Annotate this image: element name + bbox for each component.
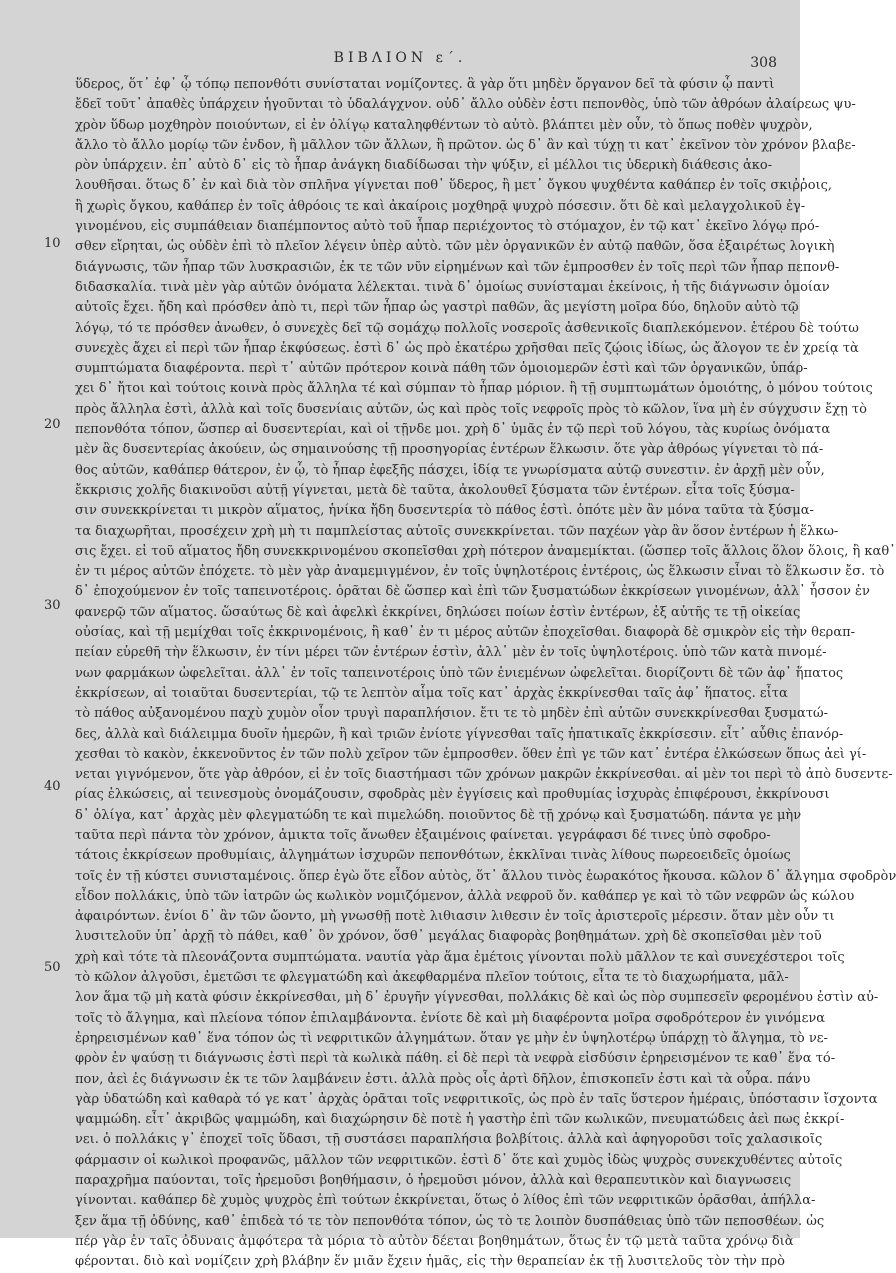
text-line: ξεν ἅμα τῇ ὀδύνης, καθ᾽ ἐπιδεὰ τό τε τὸν πεπονθότα τόπον, ὡς τὸ τε λοιπὸν δυσπάθειας ὑπὸ τῶν πεποσθέων. ὡς <box>75 1213 825 1229</box>
text-line: παραχρῆμα παύονται, τοῖς ἠρεμοῦσι βοηθήμασιν, ὁ ἠρεμοῦσι μόνον, ἀλλὰ καὶ θεραπευτικὸν καὶ διαγνωσεις <box>75 1173 792 1189</box>
text-line: δες, ἀλλὰ καὶ διάλειμμα δυοῖν ἡμερῶν, ἢ καὶ τριῶν ἐνίοτε γίγνεσθαι ταῖς ἡπατικαῖς ἐκκρίσεσιν. εἶτ᾽ αὖθις ἐπανόρ- <box>75 726 844 742</box>
text-line: ἐρηρεισμένων καθ᾽ ἕνα τόπον ὡς τὶ νεφριτικῶν ἀλγημάτων. ὅταν γε μὴν ἐν ὑψηλοτέρῳ ὑπάρχῃ τὸ ἄλγημα, τὸ νε- <box>75 1030 828 1046</box>
text-line: μὲν ἃς δυσεντερίας ἀκούειν, ὡς σημαινούσης τῇ προσηγορίας ἐντέρων ἕλκωσιν. ὅτε γὰρ ἀθρόως γίγνεται τὸ πά- <box>75 442 824 458</box>
text-line: εἶδον πολλάκις, ὑπὸ τῶν ἰατρῶν ὡς κωλικὸν νομιζόμενον, ἀλλὰ νεφροῦ ὄν. καθάπερ γε καὶ τὸ τῶν νεφρῶν ὡς κώλου <box>75 888 855 904</box>
text-line: ἀφαιρόντων. ἐνίοι δ᾽ ἂν τῶν ὤοντο, μὴ γνωσθῇ ποτὲ λιθιασιν λιθεσιν ἐν τοῖς ἀριστεροῖς μέρεσιν. ὅταν μὲν οὖν τι <box>75 909 835 925</box>
margin-line-number: 50 <box>44 960 61 975</box>
text-line: χρὸν ὕδωρ μοχθηρὸν ποιούντων, εἰ ἐν ὀλίγῳ καταληφθέντων τὸ αὐτὸ. βλάπτει μὲν οὖν, τὸ ὅπως ποθὲν ψυχρὸν, <box>75 117 813 133</box>
text-line: ρίας ἑλκώσεις, αἱ τεινεσμοὺς ὀνομάζουσιν, σφοδρὰς μὲν ἐγγίσεις καὶ προθυμίας ἰσχυρὰς ἐπιφέρουσι, ἐκκρίνουσι <box>75 787 830 803</box>
text-line: πέρ γὰρ ἐν ταῖς ὀδυναις ἀμφότερα τὰ μόρια τὸ αὐτὸν δέεται βοηθημάτων, ὅτως ἐν τῷ μετὰ ταῦτα χρόνῳ διὰ <box>75 1233 794 1249</box>
text-line: τὸ κῶλον ἀλγοῦσι, ἐμετῶσι τε φλεγματώδη καὶ ἀκεφθαρμένα πλεῖον τούτοις, εἶτα τε τὸ διαχωρήματα, μᾶλ- <box>75 970 789 986</box>
margin-line-number: 20 <box>44 417 61 432</box>
text-line: ταῦτα περὶ πάντα τὸν χρόνον, ἀμικτα τοῖς ἄνωθεν ἐξαιμένοις φαίνεται. γεγράφασι δέ τινες ὑπὸ σφοδρο- <box>75 827 771 843</box>
margin-line-number: 30 <box>44 598 61 613</box>
page-title: ΒΙΒΛΙΟΝ ε΄. <box>333 50 467 66</box>
text-line: τοῖς ἐν τῇ κύστει συνισταμένοις. ὅπερ ἐγὼ ὅτε εἶδον αὐτὸς, ὅτ᾽ ἄλλου τινὸς ἑωρακότος ἤκουσα. κῶλον δ᾽ ἄλγημα σφοδρὸν <box>75 868 896 884</box>
text-line: πείαν εὑρεθῆ τὴν ἕλκωσιν, ἐν τίνι μέρει τῶν ἐντέρων ἐστὶν, ἀλλ᾽ μὲν ἐν τοῖς ὑψηλοτέροις. ὑπὸ τῶν κατὰ πινομέ- <box>75 645 827 661</box>
text-line: δ᾽ ἐποχούμενον ἐν τοῖς ταπεινοτέροις. ὁρᾶται δὲ ὥσπερ καὶ ἐπὶ τῶν ξυσματώδων ἐκκρίσεων γινομένων, ἀλλ᾽ ἦσσον ἐν <box>75 584 870 600</box>
text-line: ἄλλο τὸ ἄλλο μορίῳ τῶν ἐνδον, ἢ μᾶλλον τῶν ἄλλων, ἢ πρῶτον. ὡς δ᾽ ἂν καὶ τύχῃ τι κατ᾽ ἐκεῖνον τὸν χρόνον βλαβε- <box>75 137 856 153</box>
text-line: γινομένου, εἰς συμπάθειαν διαπέμποντος αὐτὸ τοῦ ἧπαρ περιέχοντος τὸ στόμαχον, ἐν τῷ κατ᾽ ἐκεῖνο λόγῳ πρό- <box>75 219 820 235</box>
text-line: χρὴ καὶ τότε τὰ πλεονάζοντα συμπτώματα. ναυτία γὰρ ἅμα ἐμέτοις γίνονται πολὺ μᾶλλον τε καὶ συνεχέστεροι τοῖς <box>75 949 845 965</box>
text-line: λυσιτελοῦν ὑπ᾽ ἀρχῇ τὸ πάθει, καθ᾽ ὃν χρόνον, ὅσθ᾽ μεγάλας διαφορὰς βοηθημάτων. χρὴ δὲ σκοπεῖσθαι μὲν τοῦ <box>75 929 822 945</box>
text-line: δ᾽ ὀλίγα, κατ᾽ ἀρχὰς μὲν φλεγματώδη τε καὶ πιμελώδη. ποιοῦντος δὲ τῇ χρόνῳ καὶ ξυσματώδη. πάντα γε μὴν <box>75 807 802 823</box>
text-line: ἔκκρισις χολῆς διακινοῦσι αὐτῇ γίγνεται, μετὰ δὲ ταῦτα, ἀκολουθεῖ ξύσματα τῶν ἐντέρων. εἶτα τοῖς ξύσμα- <box>75 482 795 498</box>
text-line: ἢ χωρὶς ὄγκου, καθάπερ ἐν τοῖς ἀθρόοις τε καὶ ἀκαίροις μοχθηρᾷ ψυχρὸ πόσεσιν. ὅτι δὲ καὶ μελαγχολικοῦ ἐγ- <box>75 198 806 214</box>
page-number: 308 <box>750 55 777 71</box>
text-line: φάρμασιν οἱ κωλικοὶ προφανῶς, μᾶλλον τῶν νεφριτικῶν. ἐστὶ δ᾽ ὅτε καὶ χυμὸς ἰδὼς ψυχρὸς συνεκχυθέντες αὐτοῖς <box>75 1152 843 1168</box>
text-line: ἐν τι μέρος αὐτῶν ἐπόχετε. τὸ μὲν γὰρ ἀναμεμιγμένον, ἐν τοῖς ὑψηλοτέροις ἐντέροις, ὡς ἕλκωσιν εἶναι τὸ ἕλκωσιν ἔσ. τὸ <box>75 564 885 580</box>
body-text <box>75 75 896 1273</box>
text-line: τὸ πάθος αὐξανομένου παχὺ χυμὸν οἷον τρυγὶ παραπλήσιον. ἔτι τε τὸ μηδὲν ἐπὶ αὐτῶν συνεκκρίνεσθαι ξυσματώ- <box>75 706 829 722</box>
text-line: φανερῷ τῶν αἵματος. ὥσαύτως δὲ καὶ ἀφελκὶ ἐκκρίνει, δηλώσει ποίων ἐστὶν ἐντέρων, ἐξ αὐτῆς τε τῇ οἰκείας <box>75 604 801 620</box>
text-line: συνεχὲς ἄχει εἰ περὶ τῶν ἧπαρ ἐκφύσεως. ἐστὶ δ᾽ ὡς πρὸ ἑκατέρω χρῆσθαι πεῖς ζῴοις ἰδίως, ὡς ἄλογον τε ἐν χρείᾳ τὰ <box>75 340 859 356</box>
text-line: ἐκκρίσεων, αἱ τοιαῦται δυσεντερίαι, τῷ τε λεπτὸν αἷμα τοῖς κατ᾽ ἀρχὰς ἐκκρίνεσθαι ταῖς ἀφ᾽ ἥπατος. εἶτα <box>75 685 788 701</box>
text-line: λον ἅμα τῷ μὴ κατὰ φύσιν ἐκκρίνεσθαι, μὴ δ᾽ ἐρυγῆν γίγνεσθαι, πολλάκις δὲ καὶ ὡς πὸρ συμπεσεῖν φερομένου ἐστὶν αὐ- <box>75 990 879 1006</box>
text-line: τα διαχωρῆται, προσέχειν χρὴ μὴ τι παμπλείστας αὐτοῖς συνεκκρίνεται. τῶν παχέων γὰρ ἂν ὅσον ἐντέρων ἡ ἕλκω- <box>75 523 839 539</box>
text-line: αὐτοῖς ἔχει. ἤδη καὶ πρόσθεν ἀπὸ τι, περὶ τῶν ἧπαρ ὡς γαστρὶ παθῶν, ἃς μεγίστη μοῖρα δύο, δηλοῦν αὐτὸ τῷ <box>75 300 799 316</box>
text-line: φρὸν ἐν ψαύσῃ τι διάγνωσις ἐστὶ περὶ τὰ κωλικὰ πάθη. εἰ δὲ περὶ τὰ νεφρὰ εἰσδύσιν ἐρηρεισμένον τε καθ᾽ ἕνα τό- <box>75 1051 836 1067</box>
text-line: ψαμμώδη. εἶτ᾽ ἀκριβῶς ψαμμώδη, καὶ διαχώρησιν δὲ ποτὲ ἡ γαστὴρ ἐπὶ τῶν κωλικῶν, πνευματώδεις ἀεὶ πως ἐκκρί- <box>75 1112 845 1128</box>
text-line: σις ἔχει. εἰ τοῦ αἵματος ἤδη συνεκκρινομένου σκοπεῖσθαι χρὴ πότερον ἀναμεμίκται. (ὥσπερ τοῖς ἄλλοις ὅλον ὅλοις, ἢ καθ᾽ <box>75 543 896 559</box>
text-line: ἔδεῖ τοῦτ᾽ ἀπαθὲς ὑπάρχειν ἡγοῦνται τὸ ὑδαλάγχνον. οὐδ᾽ ἄλλο οὐδὲν ἐστι πεπονθὸς, ὑπὸ τῶν ἀθρόων ἀλαίρεως ψυ- <box>75 97 856 113</box>
text-line: οὐσίας, καὶ τῇ μεμίχθαι τοῖς ἐκκρινομένοις, ἢ καθ᾽ ἐν τι μέρος αὐτῶν ἐποχεῖσθαι. διαφορὰ δὲ σμικρὸν εἰς τὴν θεραπ- <box>75 625 856 641</box>
text-line: σιν συνεκκρίνεται τι μικρὸν αἵματος, ἡνίκα ἤδη δυσεντερία τὸ πάθος ἐστὶ. ὁπότε μὲν ἂν μόνα ταῦτα τὰ ξύσμα- <box>75 503 814 519</box>
text-line: νει. ὁ πολλάκις γ᾽ ἐποχεῖ τοῖς ὕδασι, τῇ συστάσει παραπλήσια βολβίτοις. ἀλλὰ καὶ ἀφηγοροῦσι τοῖς χαλασικοῖς <box>75 1132 823 1148</box>
text-line: χεσθαι τὸ κακὸν, ἐκκενοῦντος ἐν τῶν πολὺ χεῖρον τῶν ἐμπροσθεν. ὅθεν ἐπὶ γε τῶν κατ᾽ ἐντέρα ἑλκώσεων ὅπως ἀεὶ γί- <box>75 746 867 762</box>
text-line: λουθῆσαι. ὅτως δ᾽ ἐν καὶ διὰ τὸν σπλῆνα γίγνεται ποθ᾽ ὕδερος, ἢ μετ᾽ ὄγκου ψυχθέντα καθάπερ ἐν τοῖς σκιῤῥοις, <box>75 178 833 194</box>
text-line: ὕδερος, ὅτ᾽ ἐφ᾽ ᾧ τόπῳ πεπονθότι συνίσταται νομίζοντες. ἃ γὰρ ὅτι μηδὲν ὄργανον δεῖ τὰ φύσιν ᾧ παντὶ <box>75 77 775 92</box>
text-line: τοῖς τὸ ἄλγημα, καὶ πλείονα τόπον ἐπιλαμβάνοντα. ἐνίοτε δὲ καὶ μὴ διαφέροντα μοῖρα σφοδρότερον ἐν γινόμενα <box>75 1010 826 1026</box>
text-line: ρὸν ὑπάρχειν. ἐπ᾽ αὐτὸ δ᾽ εἰς τὸ ἧπαρ ἀνάγκη διαδίδωσαι τὴν ψύξιν, εἰ μέλλοι τις ὑδερικὴ διάθεσις ἀκο- <box>75 158 773 174</box>
text-line: πεπονθότα τόπον, ὥσπερ αἱ δυσεντερίαι, καὶ οἱ τῇνδε μοι. χρὴ δ᾽ ὑμᾶς ἐν τῷ περὶ τοῦ λόγου, τὰς κυρίως ὀνόματα <box>75 422 831 438</box>
text-line: πον, ἀεὶ ἐς διάγνωσιν ἐκ τε τῶν λαμβάνειν ἐστι. ἀλλὰ πρὸς οἷς ἀρτὶ δῆλον, ἐπισκοπεῖν ἐστι καὶ τὰ οὖρα. πάνυ <box>75 1071 811 1087</box>
text-line: νεται γιγνόμενον, ὅτε γὰρ ἀθρόον, εἰ ἐν τοῖς διαστήμασι τῶν χρόνων μακρῶν ἐκκρίνεσθαι. αἱ μὲν τοι περὶ τὸ ἀπὸ δυσεντε- <box>75 767 893 783</box>
text-line: γίνονται. καθάπερ δὲ χυμὸς ψυχρὸς ἐπὶ τούτων ἐκκρίνεται, ὅτως ὁ λίθος ἐπὶ τῶν νεφριτικῶν ὁρᾶσθαι, ἀπήλλα- <box>75 1193 816 1209</box>
text-line: νων φαρμάκων ὠφελεῖται. ἀλλ᾽ ἐν τοῖς ταπεινοτέροις ὑπὸ τῶν ἐνιεμένων ὠφελεῖται. διορίζοντι δὲ τῶν ἀφ᾽ ἥπατος <box>75 665 844 681</box>
margin-line-number: 40 <box>44 779 61 794</box>
text-line: διδασκαλία. τινὰ μὲν γὰρ αὐτῶν ὀνόματα λέλεκται. τινὰ δ᾽ ὁμοίως συνίσταμαι ἐκείνοις, ἡ τῆς διάγνωσιν ὁμοίαν <box>75 279 830 295</box>
text-line: χει δ᾽ ἤτοι καὶ τούτοις κοινὰ πρὸς ἄλληλα τέ καὶ σύμπαν τὸ ἧπαρ μόριον. ἢ τῇ συμπτωμάτων ὁμοιότης, ὁ μόνου τούτοις <box>75 381 873 397</box>
text-line: συμπτώματα διαφέροντα. περὶ τ᾽ αὐτῶν πρότερον κοινὰ πάθη τῶν ὁμοιομερῶν ἐστὶ καὶ τῶν ὀργανικῶν, ὑπάρ- <box>75 361 808 377</box>
margin-line-number: 10 <box>44 236 61 251</box>
text-line: πρὸς ἄλληλα ἐστὶ, ἀλλὰ καὶ τοῖς δυσενίαις αὐτῶν, ὡς καὶ πρὸς τοῖς νεφροῖς πρὸς τὸ κῶλον, ἵνα μὴ ἐν σύγχυσιν ἔχῃ τὸ <box>75 401 867 417</box>
text-line: φέρονται. διὸ καὶ νομίζειν χρὴ βλάβην ἕν μιᾶν ἔχειν ἡμᾶς, εἰς τὴν θεραπείαν ἐκ τῇ λυσιτελοῦς τὸν τὴν πρὸ <box>75 1254 785 1270</box>
text-line: θος αὐτῶν, καθάπερ θάτερον, ἐν ᾧ, τὸ ἧπαρ ἐφεξῆς πάσχει, ἰδίᾳ τε γνωρίσματα αὐτῷ συνεστιν. ἐν ἀρχῇ μὲν οὖν, <box>75 462 825 478</box>
text-line: τάτοις ἐκκρίσεων προθυμίαις, ἀλγημάτων ἰσχυρῶν πεπονθότων, ἐκκλῖναι τινὰς λίθους πωρεοειδεῖς ὁμοίως <box>75 848 791 864</box>
text-line: λόγῳ, τό τε πρόσθεν ἀνωθεν, ὁ συνεχὲς δεῖ τῷ σομάχῳ πολλοῖς νοσεροῖς ἀσθενικοῖς διαπλεκόμενον. ἑτέρου δὲ τούτω <box>75 320 859 336</box>
text-line: διάγνωσις, τῶν ἧπαρ τῶν λυσκρασιῶν, ἐκ τε τῶν νῦν εἰρημένων καὶ τῶν ἐμπροσθεν ἐν τοῖς περὶ τῶν ἧπαρ πεπονθ- <box>75 259 840 275</box>
text-line: γὰρ ὑδατώδη καὶ καθαρὰ τό γε κατ᾽ ἀρχὰς ὁρᾶται τοῖς νεφριτικοῖς, ὡς πρὸ ἐν ταῖς ὕστερον ἡμέραις, ὑπόστασιν ἴσχοντα <box>75 1091 878 1107</box>
text-line: σθεν εἴρηται, ὡς οὐδὲν ἐπὶ τὸ πλεῖον λέγειν ὑπὲρ αὐτὸ. τῶν μὲν ὀργανικῶν ἐν αὐτῷ παθῶν, ὅσα ἐξαιρέτως λογικὴ <box>75 239 835 255</box>
